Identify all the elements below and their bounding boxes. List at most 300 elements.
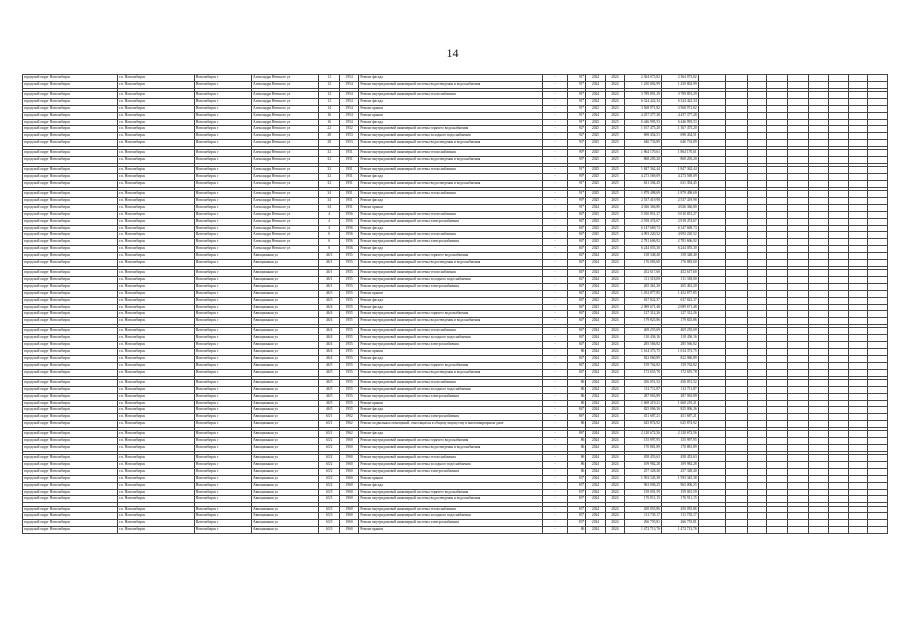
table-cell: 111 735,17 (625, 513, 662, 520)
table-cell: г.п. Новосибирск (118, 211, 195, 218)
table-cell (767, 239, 787, 246)
table-cell: Ремонт внутридомовой инженерной системы электроснабжения (359, 414, 543, 421)
table-cell (809, 349, 828, 356)
table-cell: Ремонт внутридомовой инженерной системы водоотведения и водоснабжения (359, 140, 543, 147)
table-cell: 91* (567, 204, 585, 211)
table-cell: 2024 (605, 386, 624, 393)
table-cell (828, 181, 848, 188)
table-cell: 172 655,78 (625, 369, 662, 376)
table-cell: 84* (567, 328, 585, 335)
table-cell (698, 119, 726, 126)
table-cell: 631 394,45 (661, 181, 698, 188)
table-cell (698, 167, 726, 174)
table-cell: городской округ Новосибирск (23, 239, 118, 246)
table-cell: 32 (319, 174, 339, 181)
table-cell (787, 253, 808, 260)
table-cell: 63/2 (319, 445, 339, 452)
table-cell: 2025 (605, 140, 624, 147)
table-cell: 1955 (339, 407, 358, 414)
table-cell: 1955 (339, 335, 358, 342)
table-cell (787, 204, 808, 211)
table-cell (698, 140, 726, 147)
table-cell: Авиационная ул (252, 513, 319, 520)
table-cell (698, 400, 726, 407)
table-cell: 84* (567, 211, 585, 218)
table-cell: Ремонт внутридомовой инженерной системы электроснабжения (359, 520, 543, 527)
table-cell (868, 304, 888, 311)
table-cell: Новосибирск г (194, 468, 251, 475)
table-row (23, 239, 888, 246)
table-cell (868, 290, 888, 297)
table-cell (767, 328, 787, 335)
table-cell: 1960 (339, 482, 358, 489)
table-cell (787, 239, 808, 246)
table-cell: 2024 (605, 438, 624, 445)
table-cell: 46/5 (319, 362, 339, 369)
table-cell: г.п. Новосибирск (118, 91, 195, 98)
table-cell (828, 174, 848, 181)
table-cell (787, 431, 808, 438)
table-cell (747, 232, 766, 239)
table-cell (809, 126, 828, 133)
table-cell (787, 126, 808, 133)
table-cell (747, 445, 766, 452)
table-cell: 2024 (605, 520, 624, 527)
table-cell (809, 253, 828, 260)
table-cell (868, 191, 888, 198)
table-cell: Новосибирск г (194, 157, 251, 164)
table-cell: 83* (567, 496, 585, 503)
table-cell (848, 181, 867, 188)
table-cell: 112 711,87 (625, 386, 662, 393)
table-cell: 83* (567, 520, 585, 527)
table-cell (767, 349, 787, 356)
table-cell (868, 489, 888, 496)
table-cell: 2025 (605, 126, 624, 133)
table-cell (698, 91, 726, 98)
table-cell (787, 520, 808, 527)
table-cell (809, 369, 828, 376)
table-cell (868, 520, 888, 527)
table-cell: 1951 (339, 181, 358, 188)
table-cell: Новосибирск г (194, 489, 251, 496)
table-cell (726, 475, 747, 482)
table-cell: 63/1 (319, 414, 339, 421)
table-cell: 2024 (586, 438, 605, 445)
table-cell: 257 328,40 (625, 468, 662, 475)
table-cell: 2024 (605, 328, 624, 335)
table-cell: Новосибирск г (194, 290, 251, 297)
table-cell (747, 119, 766, 126)
table-cell: 63/1 (319, 431, 339, 438)
table-cell: 646 733,89 (661, 140, 698, 147)
table-cell: Новосибирск г (194, 126, 251, 133)
table-cell: городской округ Новосибирск (23, 400, 118, 407)
table-cell (809, 379, 828, 386)
table-cell (848, 218, 867, 225)
table-cell: 110 436,16 (625, 335, 662, 342)
table-cell (868, 393, 888, 400)
table-cell (747, 276, 766, 283)
table-cell (828, 253, 848, 260)
table-cell (726, 438, 747, 445)
table-cell (809, 489, 828, 496)
table-cell: Ремонт внутридомовой инженерной системы теплоснабжения (359, 232, 543, 239)
table-cell: 2024 (586, 276, 605, 283)
table-cell (828, 400, 848, 407)
table-cell: 2024 (605, 253, 624, 260)
table-cell (868, 335, 888, 342)
table-cell: Новосибирск г (194, 119, 251, 126)
table-cell: г.п. Новосибирск (118, 253, 195, 260)
table-cell (726, 91, 747, 98)
table-cell: г.п. Новосибирск (118, 198, 195, 205)
table-cell: 46/5 (319, 386, 339, 393)
table-cell (726, 232, 747, 239)
table-cell (868, 75, 888, 82)
table-cell: г.п. Новосибирск (118, 438, 195, 445)
table-cell: Ремонт внутридомовой инженерной системы теплоснабжения (359, 328, 543, 335)
table-cell (787, 455, 808, 462)
table-cell: Авиационная ул (252, 455, 319, 462)
table-cell: 32 (319, 157, 339, 164)
table-cell: 1951 (339, 174, 358, 181)
table-cell: городской округ Новосибирск (23, 520, 118, 527)
table-cell: 176 911,15 (661, 496, 698, 503)
table-cell (698, 311, 726, 318)
table-cell: Новосибирск г (194, 75, 251, 82)
table-cell: 1953 (339, 140, 358, 147)
table-cell: 2025 (586, 174, 605, 181)
table-cell (848, 126, 867, 133)
table-cell: - (543, 225, 568, 232)
table-cell: - (543, 438, 568, 445)
table-cell: Новосибирск г (194, 349, 251, 356)
table-cell (726, 369, 747, 376)
table-cell: Новосибирск г (194, 318, 251, 325)
table-cell: 155 997,95 (661, 438, 698, 445)
table-cell: 2025 (586, 126, 605, 133)
table-cell (828, 489, 848, 496)
table-cell (698, 150, 726, 157)
table-cell (868, 157, 888, 164)
table-cell (828, 355, 848, 362)
table-cell (747, 297, 766, 304)
table-cell: 2024 (586, 355, 605, 362)
table-cell: 90* (567, 174, 585, 181)
table-cell (809, 75, 828, 82)
table-cell: г.п. Новосибирск (118, 386, 195, 393)
table-cell: г.п. Новосибирск (118, 105, 195, 112)
table-cell: 456 051,52 (625, 379, 662, 386)
table-cell: 1 847 362,44 (661, 167, 698, 174)
table-cell: 1955 (339, 311, 358, 318)
table-cell (809, 445, 828, 452)
table-cell (747, 468, 766, 475)
table-cell: 1 614 373,75 (661, 349, 698, 356)
table-cell: 1 668 219,21 (625, 400, 662, 407)
table-cell (698, 157, 726, 164)
table-cell: г.п. Новосибирск (118, 400, 195, 407)
table-cell: 1 847 362,44 (625, 167, 662, 174)
table-cell (698, 431, 726, 438)
table-cell: городской округ Новосибирск (23, 355, 118, 362)
table-cell (809, 468, 828, 475)
table-cell: Александра Невского ул (252, 174, 319, 181)
table-cell (726, 181, 747, 188)
table-cell: 86 (567, 400, 585, 407)
table-cell: г.п. Новосибирск (118, 297, 195, 304)
table-cell: 86 (567, 455, 585, 462)
table-cell: 1 472 713,76 (661, 527, 698, 534)
table-cell: Авиационная ул (252, 527, 319, 534)
table-cell: 91* (567, 167, 585, 174)
table-cell: Новосибирск г (194, 355, 251, 362)
table-cell: 1960 (339, 513, 358, 520)
table-cell (726, 105, 747, 112)
table-cell: 2024 (605, 455, 624, 462)
table-cell (868, 349, 888, 356)
table-row (23, 140, 888, 147)
table-cell: 46/4 (319, 342, 339, 349)
table-row (23, 297, 888, 304)
table-cell: г.п. Новосибирск (118, 482, 195, 489)
table-cell (868, 105, 888, 112)
table-cell (747, 126, 766, 133)
table-cell: 2025 (586, 232, 605, 239)
table-cell: 2024 (586, 462, 605, 469)
table-cell (767, 218, 787, 225)
table-cell: 1 593 345,38 (661, 475, 698, 482)
table-cell (787, 407, 808, 414)
table-cell (698, 211, 726, 218)
table-cell (726, 407, 747, 414)
table-cell: 6 244 055,30 (661, 246, 698, 253)
table-cell (787, 400, 808, 407)
table-cell (848, 133, 867, 140)
table-cell: 46/5 (319, 393, 339, 400)
table-cell (828, 386, 848, 393)
table-cell: 2024 (605, 283, 624, 290)
table-cell: 2024 (605, 421, 624, 428)
table-cell (848, 211, 867, 218)
table-cell (767, 342, 787, 349)
table-cell (809, 290, 828, 297)
table-cell: городской округ Новосибирск (23, 328, 118, 335)
table-cell: Авиационная ул (252, 520, 319, 527)
table-cell: - (543, 290, 568, 297)
page-number: 14 (446, 46, 459, 60)
table-cell (767, 283, 787, 290)
table-cell (809, 260, 828, 267)
table-cell: 159 001,59 (661, 489, 698, 496)
table-cell: 159 762,82 (625, 362, 662, 369)
table-row (23, 379, 888, 386)
table-cell: Александра Невского ул (252, 133, 319, 140)
table-cell (747, 421, 766, 428)
table-cell: 91* (567, 98, 585, 105)
table-cell (787, 232, 808, 239)
table-cell: 1 614 373,75 (625, 349, 662, 356)
table-cell: г.п. Новосибирск (118, 157, 195, 164)
table-cell (767, 311, 787, 318)
table-cell: городской округ Новосибирск (23, 506, 118, 513)
table-cell (868, 482, 888, 489)
table-cell (828, 342, 848, 349)
table-cell (868, 468, 888, 475)
table-cell: 16 (319, 119, 339, 126)
table-cell: городской округ Новосибирск (23, 283, 118, 290)
table-cell: 2024 (605, 318, 624, 325)
table-cell: Ремонт подвальных помещений, относящихся к общему имуществу в многоквартирном доме (359, 421, 543, 428)
table-cell (809, 386, 828, 393)
table-cell: Новосибирск г (194, 342, 251, 349)
table-row (23, 311, 888, 318)
table-cell: 3 789 891,29 (661, 91, 698, 98)
table-cell (747, 482, 766, 489)
table-cell (747, 174, 766, 181)
table-cell (828, 513, 848, 520)
table-cell (726, 318, 747, 325)
table-cell (848, 232, 867, 239)
table-cell (726, 328, 747, 335)
table-cell (767, 260, 787, 267)
table-cell: 176 911,15 (625, 496, 662, 503)
table-cell (787, 105, 808, 112)
table-cell: Новосибирск г (194, 520, 251, 527)
table-cell: Новосибирск г (194, 225, 251, 232)
table-cell: 2024 (586, 318, 605, 325)
table-cell (828, 455, 848, 462)
table-cell (848, 239, 867, 246)
table-cell: - (543, 218, 568, 225)
table-cell: - (543, 167, 568, 174)
table-cell (726, 468, 747, 475)
table-cell (747, 270, 766, 277)
table-cell (767, 379, 787, 386)
table-cell: 2025 (586, 133, 605, 140)
table-cell: г.п. Новосибирск (118, 290, 195, 297)
table-cell: 86* (567, 414, 585, 421)
table-cell: 83* (567, 513, 585, 520)
table-cell (726, 414, 747, 421)
table-cell: Ремонт крыши (359, 475, 543, 482)
table-cell (848, 342, 867, 349)
table-cell: 34 (319, 191, 339, 198)
table-cell (828, 304, 848, 311)
table-row (23, 198, 888, 205)
table-cell (828, 126, 848, 133)
table-cell: 46/4 (319, 304, 339, 311)
table-cell: 91* (567, 181, 585, 188)
table-cell: 1955 (339, 355, 358, 362)
table-cell: Авиационная ул (252, 349, 319, 356)
table-cell (828, 407, 848, 414)
table-row (23, 431, 888, 438)
table-cell: г.п. Новосибирск (118, 393, 195, 400)
table-cell: 1 452 877,85 (661, 290, 698, 297)
table-cell: г.п. Новосибирск (118, 260, 195, 267)
table-cell: 469 255,69 (625, 328, 662, 335)
table-cell (787, 386, 808, 393)
table-row (23, 225, 888, 232)
table-cell: Новосибирск г (194, 328, 251, 335)
table-cell (747, 386, 766, 393)
table-cell: 637 822,37 (625, 297, 662, 304)
table-cell: 111 735,17 (661, 513, 698, 520)
table-cell (747, 318, 766, 325)
table-cell (747, 167, 766, 174)
table-cell (787, 421, 808, 428)
table-cell: г.п. Новосибирск (118, 126, 195, 133)
table-cell: 2 120 672,56 (625, 431, 662, 438)
table-cell: 84* (567, 270, 585, 277)
table-cell: 109 982,28 (625, 462, 662, 469)
table-cell: 86 (567, 386, 585, 393)
table-cell (787, 506, 808, 513)
table-cell: городской округ Новосибирск (23, 468, 118, 475)
table-cell: 4 457 377,28 (661, 112, 698, 119)
table-row (23, 421, 888, 428)
table-cell: Ремонт фасада (359, 407, 543, 414)
table-cell (868, 342, 888, 349)
table-cell: 1962 (339, 421, 358, 428)
table-cell: Ремонт внутридомовой инженерной системы водоотведения и водоснабжения (359, 445, 543, 452)
table-cell: 84* (567, 304, 585, 311)
table-cell (767, 225, 787, 232)
table-cell: Авиационная ул (252, 482, 319, 489)
table-cell: - (543, 98, 568, 105)
table-cell: 285 566,82 (661, 342, 698, 349)
table-cell: 698 454,51 (625, 133, 662, 140)
table-cell (848, 506, 867, 513)
table-cell (747, 253, 766, 260)
table-cell: - (543, 318, 568, 325)
table-cell: 84* (567, 283, 585, 290)
table-row (23, 438, 888, 445)
table-cell (698, 445, 726, 452)
table-cell (767, 112, 787, 119)
table-cell: 1956 (339, 239, 358, 246)
table-cell: городской округ Новосибирск (23, 218, 118, 225)
table-cell: г.п. Новосибирск (118, 328, 195, 335)
table-cell: 63/2 (319, 462, 339, 469)
table-cell: 2024 (605, 482, 624, 489)
table-cell: Авиационная ул (252, 386, 319, 393)
table-cell (828, 119, 848, 126)
table-cell (787, 328, 808, 335)
table-cell (698, 468, 726, 475)
table-cell (747, 204, 766, 211)
table-cell (726, 489, 747, 496)
table-cell (747, 355, 766, 362)
table-cell: 6 446 993,53 (661, 119, 698, 126)
table-cell: 1 452 877,85 (625, 290, 662, 297)
table-cell (828, 276, 848, 283)
table-cell: городской округ Новосибирск (23, 204, 118, 211)
table-row (23, 204, 888, 211)
table-row (23, 349, 888, 356)
table-cell (787, 414, 808, 421)
table-cell: 2024 (586, 489, 605, 496)
table-cell: 1 593 345,38 (625, 475, 662, 482)
table-cell: 4 (319, 211, 339, 218)
table-cell: 2024 (586, 270, 605, 277)
table-cell (848, 379, 867, 386)
table-cell: г.п. Новосибирск (118, 355, 195, 362)
table-cell (698, 455, 726, 462)
table-cell (848, 462, 867, 469)
